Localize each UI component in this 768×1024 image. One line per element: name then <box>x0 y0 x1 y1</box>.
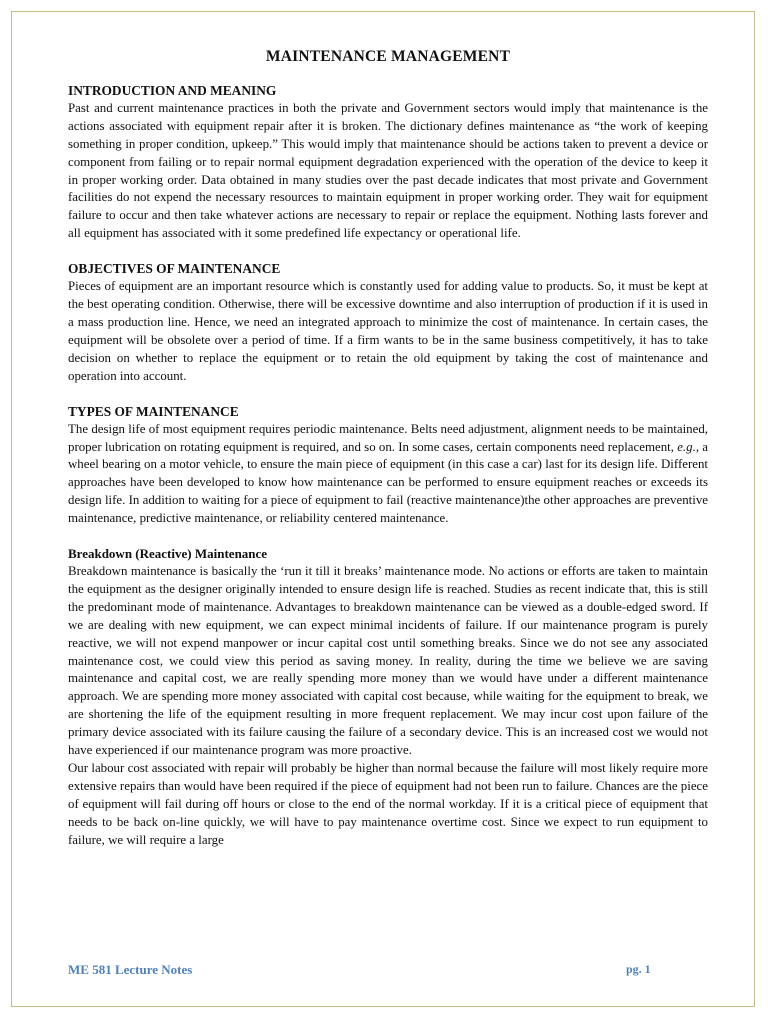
paragraph-gap <box>68 243 708 260</box>
paragraph-introduction: Past and current maintenance practices in both the private and Government sectors would imply that maintenance is the actions associated with equipment repair after it is broken. The dictionary defines maintenance as “the work of keeping something in proper condition, upkeep.” This would imply that maintenance should be actions taken to prevent a device or component from failing or to repair normal equipment degradation experienced with the operation of the device to keep it in proper working order. Data obtained in many studies over the past decade indicates that most private and Government facilities do not expend the necessary resources to maintain equipment in proper working order. They wait for equipment failure to occur and then take whatever actions are necessary to repair or replace the equipment. Nothing lasts forever and all equipment has associated with it some predefined life expectancy or operational life. <box>68 100 708 241</box>
paragraph-objectives: Pieces of equipment are an important resource which is constantly used for adding value to products. So, it must be kept at the best operating condition. Otherwise, there will be excessive downtime and also interruption of production if it is used in a mass production line. Hence, we need an integrated approach to minimize the cost of maintenance. In certain cases, the equipment will be obsolete over a period of time. If a firm wants to be in the same business competitively, it has to take decision on whether to replace the equipment or to retain the old equipment by taking the cost of maintenance and operation into account. <box>68 279 708 383</box>
paragraph-gap <box>68 386 708 403</box>
document-title: MAINTENANCE MANAGEMENT <box>265 48 511 65</box>
paragraph-gap <box>68 528 708 545</box>
paragraph-breakdown-2: Our labour cost associated with repair will probably be higher than normal because the failure will most likely require more extensive repairs than would have been required if the piece of equipment had not been run to failure. Chances are the piece of equipment will fail during off hours or close to the end of the normal workday. If it is a critical piece of equipment that needs to be back on-line quickly, we will have to pay maintenance overtime cost. Since we expect to run equipment to failure, we will require a large <box>68 761 708 847</box>
footer-course-label: ME 581 Lecture Notes <box>68 962 193 977</box>
heading-breakdown-maintenance: Breakdown (Reactive) Maintenance <box>68 546 268 562</box>
footer-page-number: pg. 1 <box>626 962 651 976</box>
types-text-before: The design life of most equipment requires periodic maintenance. Belts need adjustment, alignment needs to be maintained, proper lubrication on rotating equipment is required, and so on. In some cases, certain components need replacement, <box>68 421 708 454</box>
heading-introduction: INTRODUCTION AND MEANING <box>68 82 277 98</box>
document-body <box>68 48 708 850</box>
paragraph-breakdown-1: Breakdown maintenance is basically the ‘run it till it breaks’ maintenance mode. No actions or efforts are taken to maintain the equipment as the designer originally intended to ensure design life is reached. Studies as recent indicate that, this is still the predominant mode of maintenance. Advantages to breakdown maintenance can be viewed as a double-edged sword. If we are dealing with new equipment, we can expect minimal incidents of failure. If our maintenance program is purely reactive, we will not expend manpower or incur capital cost until something breaks. Since we do not see any associated maintenance cost, we could view this period as saving money. In reality, during the time we believe we are saving maintenance and capital cost, we are really spending more money than we would have under a different maintenance approach. We are spending more money associated with capital cost because, while waiting for the equipment to break, we are shortening the life of the equipment resulting in more frequent replacement. We may incur cost upon failure of the primary device associated with its failure causing the failure of a secondary device. This is an increased cost we would not have experienced if our maintenance program was more proactive. <box>68 564 708 758</box>
heading-types: TYPES OF MAINTENANCE <box>68 403 239 419</box>
heading-objectives: OBJECTIVES OF MAINTENANCE <box>68 261 281 277</box>
types-text-after: , a wheel bearing on a motor vehicle, to ensure the main piece of equipment (in this case a car) last for its design life. Different approaches have been developed to know how maintenance can be performed to ensure equipment reaches or exceeds its design life. In addition to waiting for a piece of equipment to fail (reactive maintenance)the other approaches are preventive maintenance, predictive maintenance, or reliability centered maintenance. <box>68 439 708 526</box>
types-text-em: e.g. <box>677 439 696 454</box>
paragraph-types <box>68 421 708 528</box>
